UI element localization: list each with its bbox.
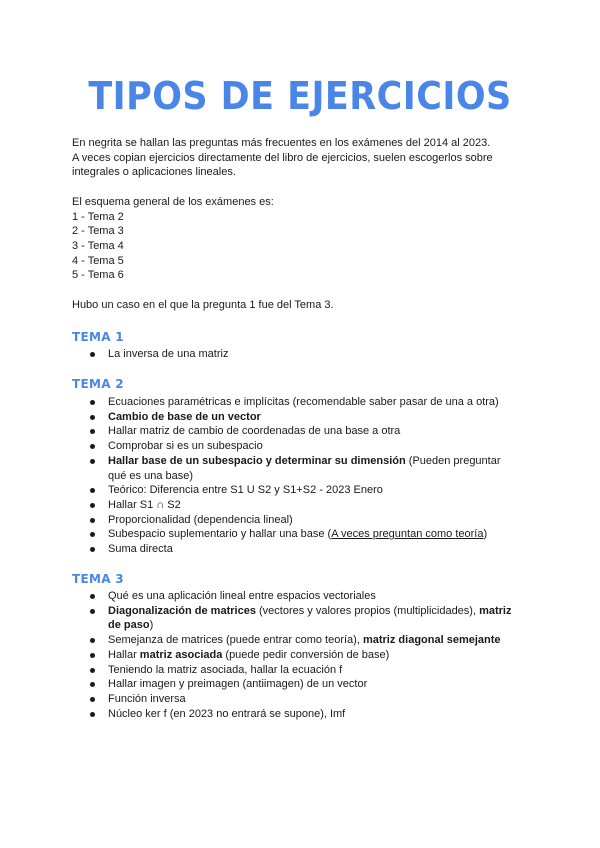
scheme-label: El esquema general de los exámenes es: <box>72 195 274 208</box>
item-text: Subespacio suplementario y hallar una base ( <box>108 528 332 541</box>
list-item: Ecuaciones paramétricas e implícitas (recomendable saber pasar de una a otra) <box>72 395 512 410</box>
bold-text: matriz asociada <box>139 648 223 661</box>
section-heading-tema-1: TEMA 1 <box>72 330 124 344</box>
item-text: (vectores y valores propios (multiplicidades), <box>255 604 480 617</box>
bold-text: Hallar base de un subespacio y determinar su dimensión <box>108 454 406 467</box>
scheme-line: 1 - Tema 2 <box>72 210 124 223</box>
list-item <box>72 648 512 663</box>
item-text: (Pueden preguntar qué es una base) <box>108 454 501 482</box>
scheme-line: 3 - Tema 4 <box>72 239 124 252</box>
list-item: Hallar imagen y preimagen (antiimagen) de un vector <box>72 677 512 692</box>
intro-line: A veces copian ejercicios directamente del libro de ejercicios, suelen escogerlos sobre <box>72 151 493 164</box>
page-title: TIPOS DE EJERCICIOS <box>88 74 512 118</box>
section-heading-tema-3: TEMA 3 <box>72 572 124 586</box>
list-item: Hallar S1 ∩ S2 <box>72 498 512 513</box>
scheme-line: 4 - Tema 5 <box>72 254 124 267</box>
item-text: ) <box>483 528 488 541</box>
list-item <box>72 454 512 483</box>
list-item: Núcleo ker f (en 2023 no entrará se supone), Imf <box>72 707 512 722</box>
tema-3-list <box>72 589 512 721</box>
list-item <box>72 633 512 648</box>
bold-text: Diagonalización de matrices <box>108 604 256 617</box>
list-item <box>72 527 512 542</box>
list-item: Comprobar si es un subespacio <box>72 439 512 454</box>
list-item: La inversa de una matriz <box>72 347 512 362</box>
section-heading-tema-2: TEMA 2 <box>72 377 124 391</box>
tema-1-list <box>72 347 512 362</box>
item-text: (puede pedir conversión de base) <box>222 648 390 661</box>
scheme-line: 5 - Tema 6 <box>72 269 124 282</box>
item-text: ) <box>149 619 154 632</box>
list-item: Cambio de base de un vector <box>72 410 512 425</box>
list-item: Teórico: Diferencia entre S1 U S2 y S1+S2 - 2023 Enero <box>72 483 512 498</box>
intro-line: integrales o aplicaciones lineales. <box>72 166 236 179</box>
intro-line: En negrita se hallan las preguntas más frecuentes en los exámenes del 2014 al 2023. <box>72 137 491 149</box>
item-text: Semejanza de matrices (puede entrar como teoría), <box>108 634 363 647</box>
note-line: Hubo un caso en el que la pregunta 1 fue del Tema 3. <box>72 298 334 311</box>
bold-text: matriz diagonal semejante <box>362 634 501 647</box>
underlined-text: A veces preguntan como teoría <box>331 528 484 541</box>
tema-2-list <box>72 395 512 557</box>
list-item: Suma directa <box>72 542 512 557</box>
intro-block <box>72 136 532 312</box>
list-item: Qué es una aplicación lineal entre espacios vectoriales <box>72 589 512 604</box>
list-item: Función inversa <box>72 692 512 707</box>
list-item: Proporcionalidad (dependencia lineal) <box>72 513 512 528</box>
list-item <box>72 604 512 633</box>
list-item: Teniendo la matriz asociada, hallar la ecuación f <box>72 663 512 678</box>
scheme-line: 2 - Tema 3 <box>72 225 124 238</box>
item-text: Hallar <box>108 648 140 661</box>
bold-text: matriz de paso <box>108 604 512 632</box>
list-item: Hallar matriz de cambio de coordenadas de una base a otra <box>72 424 512 439</box>
